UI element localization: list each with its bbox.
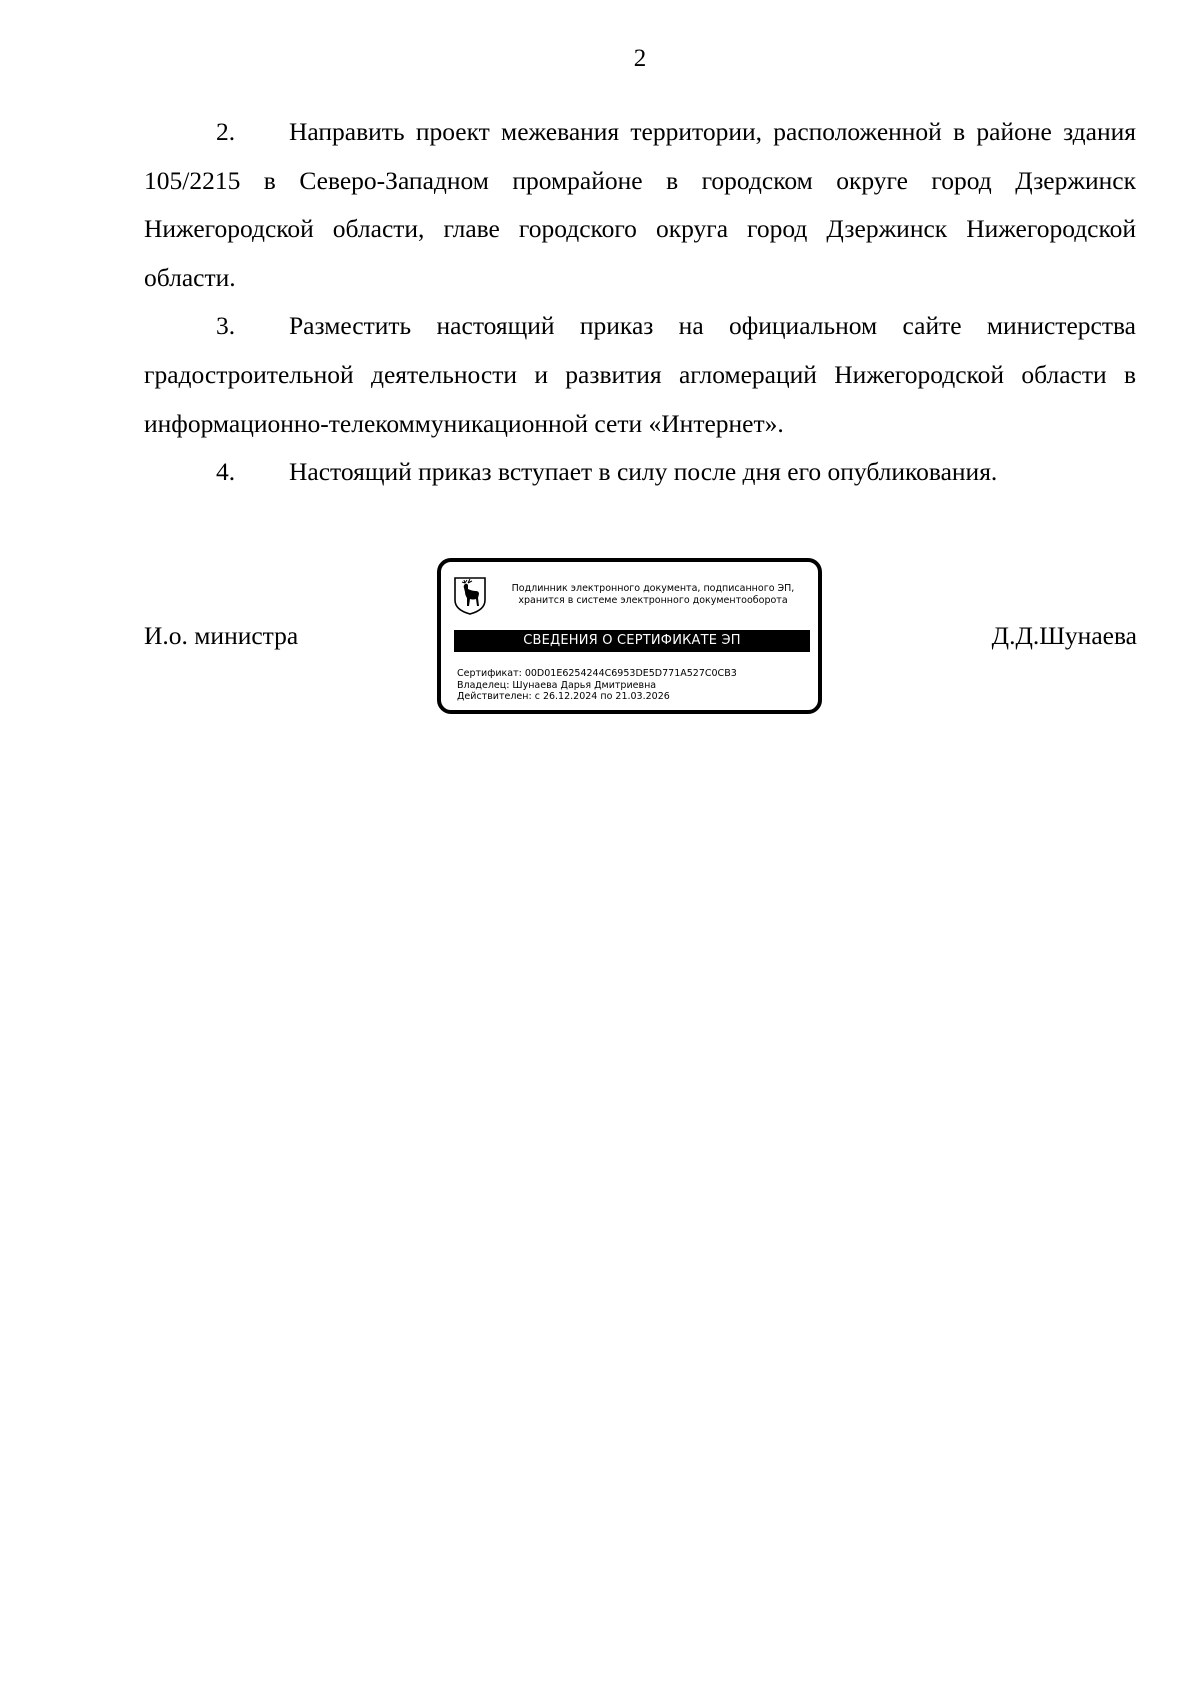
stamp-header-line: хранится в системе электронного документооборота: [518, 595, 788, 606]
certificate-validity: Действителен: с 26.12.2024 по 21.03.2026: [457, 691, 670, 702]
paragraph-text: Разместить настоящий приказ на официальном сайте министерства градостроительной деятельности и развития агломераций Нижегородской области в информационно-телекоммуникационной сети «Интернет».: [144, 311, 1136, 438]
document-body: [144, 108, 1136, 497]
stamp-header-line: Подлинник электронного документа, подписанного ЭП,: [511, 583, 795, 594]
nizhny-novgorod-deer-emblem-icon: [453, 576, 487, 616]
signatory-role: И.о. министра: [144, 621, 299, 650]
page-number: 2: [633, 45, 647, 72]
certificate-info-bar: СВЕДЕНИЯ О СЕРТИФИКАТЕ ЭП: [454, 630, 810, 652]
paragraph-3: [144, 302, 1136, 448]
stamp-header: [493, 583, 813, 607]
electronic-signature-stamp: [437, 558, 822, 714]
paragraph-4: [144, 448, 1136, 497]
paragraph-text: Настоящий приказ вступает в силу после дня его опубликования.: [289, 457, 998, 487]
certificate-details: [457, 668, 813, 703]
certificate-serial: Сертификат: 00D01E6254244C6953DE5D771A527C0CB3: [457, 668, 737, 679]
paragraph-2: [144, 108, 1136, 302]
paragraph-number: 3.: [216, 311, 236, 341]
certificate-owner: Владелец: Шунаева Дарья Дмитриевна: [457, 679, 657, 691]
signatory-name: Д.Д.Шунаева: [991, 621, 1137, 650]
paragraph-text: Направить проект межевания территории, расположенной в районе здания 105/2215 в Северо-Западном промрайоне в городском округе город Дзержинск Нижегородской области, главе городского округа город Дзержинск Нижегородской области.: [144, 117, 1136, 292]
paragraph-number: 2.: [216, 117, 236, 146]
paragraph-number: 4.: [216, 457, 236, 487]
